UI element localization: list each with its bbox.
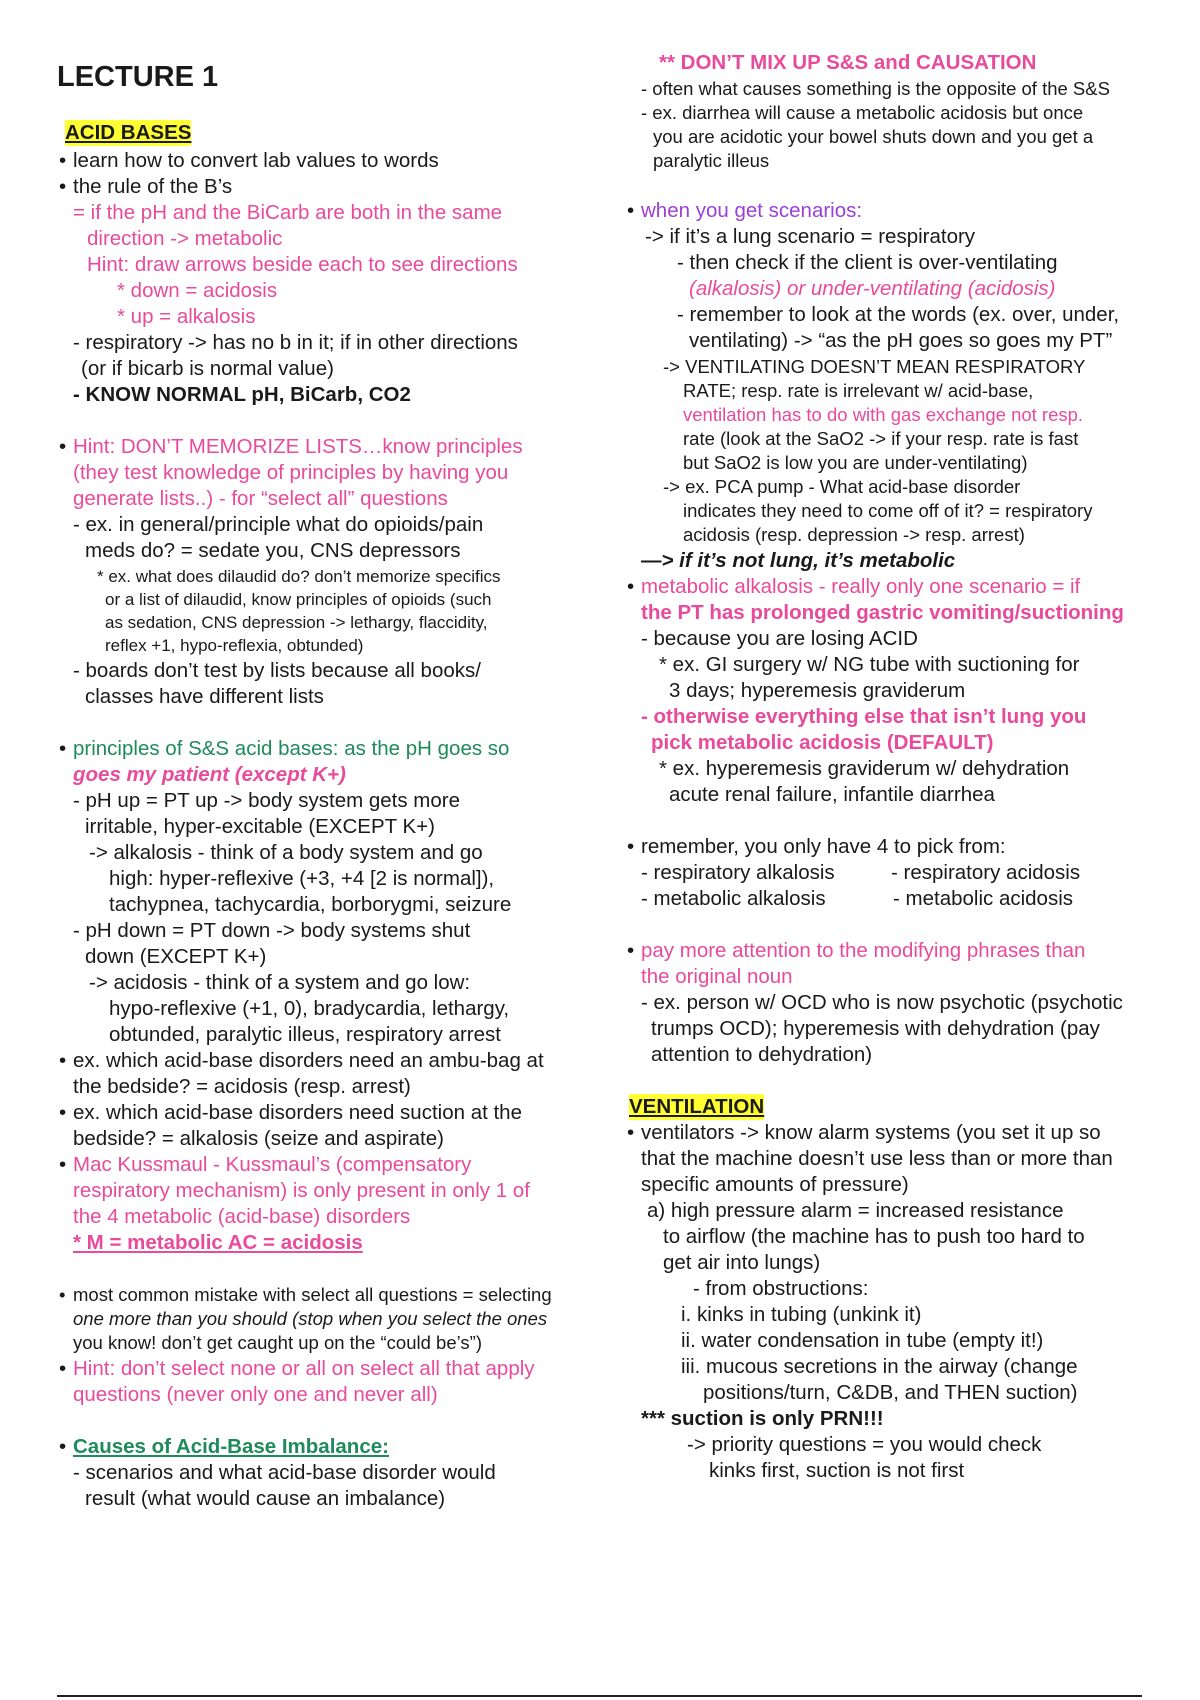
- note-line: [663, 354, 1085, 380]
- note-text: most common mistake with select all questions = selecting: [73, 1284, 552, 1305]
- note-text: -> alkalosis - think of a body system and go: [89, 841, 483, 864]
- note-text: * M = metabolic AC = acidosis: [73, 1231, 363, 1254]
- bullet-icon: •: [59, 1284, 66, 1305]
- note-text: ex. which acid-base disorders need an ambu-bag at: [73, 1049, 544, 1072]
- note-line: [629, 1094, 764, 1120]
- note-text: you know! don’t get caught up on the “could be’s”): [73, 1332, 482, 1353]
- note-text: 3 days; hyperemesis graviderum: [669, 679, 966, 702]
- note-line: [683, 450, 1028, 476]
- note-text: (they test knowledge of principles by having you: [73, 461, 509, 484]
- note-line: [59, 1152, 472, 1178]
- note-line: [703, 1380, 1077, 1406]
- note-text: ventilators -> know alarm systems (you set it up so: [641, 1121, 1101, 1144]
- note-text: indicates they need to come off of it? = respiratory: [683, 500, 1093, 521]
- note-line: [651, 1016, 1100, 1042]
- note-text: bedside? = alkalosis (seize and aspirate): [73, 1127, 444, 1150]
- note-line: [73, 918, 470, 944]
- note-text: high: hyper-reflexive (+3, +4 [2 is normal]),: [109, 867, 495, 890]
- bottom-divider: [57, 1695, 1142, 1697]
- note-line: [73, 658, 481, 684]
- note-text: Hint: DON’T MEMORIZE LISTS…know principles: [73, 435, 523, 458]
- note-text: —> if it’s not lung, it’s metabolic: [641, 549, 956, 572]
- bullet-icon: •: [59, 435, 67, 458]
- note-line: [677, 302, 1119, 328]
- note-line: [59, 1282, 552, 1308]
- note-line: [653, 148, 769, 174]
- note-text: the bedside? = acidosis (resp. arrest): [73, 1075, 411, 1098]
- note-line: [73, 200, 502, 226]
- note-text: - KNOW NORMAL pH, BiCarb, CO2: [73, 383, 411, 406]
- note-line: [59, 1100, 522, 1126]
- note-text: attention to dehydration): [651, 1043, 873, 1066]
- bullet-icon: •: [59, 1435, 67, 1458]
- note-text: one more than you should (stop when you select the ones: [73, 1308, 548, 1329]
- note-line: [85, 944, 266, 970]
- note-text: respiratory mechanism) is only present in only 1 of: [73, 1179, 530, 1202]
- note-line: [85, 1486, 445, 1512]
- note-line: [105, 633, 363, 659]
- note-line: [73, 1382, 438, 1408]
- note-text: -> priority questions = you would check: [687, 1433, 1042, 1456]
- note-line: [85, 814, 435, 840]
- note-line: [89, 970, 470, 996]
- note-text: - ex. diarrhea will cause a metabolic acidosis but once: [641, 102, 1084, 123]
- note-text: i. kinks in tubing (unkink it): [681, 1303, 922, 1326]
- note-line: [109, 996, 509, 1022]
- note-text: ventilation has to do with gas exchange not resp.: [683, 404, 1084, 425]
- note-text: ** DON’T MIX UP S&S and CAUSATION: [659, 51, 1037, 74]
- note-text: (alkalosis) or under-ventilating (acidosis): [689, 277, 1056, 300]
- note-text: Mac Kussmaul - Kussmaul’s (compensatory: [73, 1153, 472, 1176]
- note-text: metabolic alkalosis - really only one scenario = if: [641, 575, 1081, 598]
- note-line: [893, 886, 1073, 912]
- note-text: classes have different lists: [85, 685, 324, 708]
- note-line: [653, 124, 1093, 150]
- note-text: (or if bicarb is normal value): [81, 357, 334, 380]
- note-text: principles of S&S acid bases: as the pH goes so: [73, 737, 510, 760]
- note-text: * ex. what does dilaudid do? don’t memorize specifics: [97, 567, 501, 586]
- note-line: [59, 736, 510, 762]
- note-line: [641, 1146, 1113, 1172]
- note-text: paralytic illeus: [653, 150, 770, 171]
- note-line: [85, 684, 324, 710]
- note-line: [669, 678, 965, 704]
- note-line: [641, 1406, 884, 1432]
- note-text: Causes of Acid-Base Imbalance:: [73, 1435, 389, 1458]
- note-text: learn how to convert lab values to words: [73, 149, 439, 172]
- bullet-icon: •: [59, 1357, 67, 1380]
- note-text: pay more attention to the modifying phrases than: [641, 939, 1086, 962]
- note-text: -> if it’s a lung scenario = respiratory: [645, 225, 976, 248]
- note-line: [59, 148, 439, 174]
- note-line: [683, 522, 1025, 548]
- note-text: goes my patient (except K+): [73, 763, 346, 786]
- note-line: [659, 756, 1069, 782]
- note-text: positions/turn, C&DB, and THEN suction): [703, 1381, 1078, 1404]
- note-line: [641, 100, 1083, 126]
- note-line: [73, 382, 411, 408]
- note-line: [59, 1048, 544, 1074]
- note-line: [651, 730, 994, 756]
- note-line: [689, 276, 1056, 302]
- note-line: [59, 1434, 389, 1460]
- bullet-icon: •: [59, 1153, 67, 1176]
- bullet-icon: •: [627, 835, 635, 858]
- note-line: [73, 788, 460, 814]
- note-text: reflex +1, hypo-reflexia, obtunded): [105, 636, 364, 655]
- note-text: - metabolic acidosis: [893, 887, 1074, 910]
- note-text: direction -> metabolic: [87, 227, 283, 250]
- note-line: [73, 1074, 411, 1100]
- note-text: - often what causes something is the opposite of the S&S: [641, 78, 1110, 99]
- note-text: -> ex. PCA pump - What acid-base disorder: [663, 476, 1021, 497]
- note-text: trumps OCD); hyperemesis with dehydration (pay: [651, 1017, 1100, 1040]
- note-text: - remember to look at the words (ex. over, under,: [677, 303, 1120, 326]
- note-text: ACID BASES: [65, 121, 192, 144]
- note-text: -> acidosis - think of a system and go low:: [89, 971, 471, 994]
- note-text: - from obstructions:: [693, 1277, 869, 1300]
- note-line: [109, 866, 494, 892]
- note-line: [109, 892, 511, 918]
- note-text: kinks first, suction is not first: [709, 1459, 965, 1482]
- note-line: [87, 252, 518, 278]
- note-text: tachypnea, tachycardia, borborygmi, seizure: [109, 893, 512, 916]
- note-line: [73, 1178, 530, 1204]
- bullet-icon: •: [627, 575, 635, 598]
- note-text: the original noun: [641, 965, 793, 988]
- note-line: [73, 512, 483, 538]
- note-line: [65, 120, 191, 146]
- note-text: that the machine doesn’t use less than or more than: [641, 1147, 1113, 1170]
- note-line: [627, 834, 1006, 860]
- note-line: [663, 474, 1020, 500]
- note-line: [73, 762, 346, 788]
- note-text: - otherwise everything else that isn’t lung you: [641, 705, 1087, 728]
- note-text: - because you are losing ACID: [641, 627, 918, 650]
- note-text: Hint: don’t select none or all on select all that apply: [73, 1357, 535, 1380]
- note-line: [627, 198, 863, 224]
- note-line: [73, 1460, 496, 1486]
- note-text: get air into lungs): [663, 1251, 821, 1274]
- note-line: [73, 1204, 410, 1230]
- note-text: - respiratory alkalosis: [641, 861, 835, 884]
- note-line: [659, 652, 1079, 678]
- note-line: [641, 600, 1124, 626]
- note-text: obtunded, paralytic illeus, respiratory arrest: [109, 1023, 501, 1046]
- note-text: ventilating) -> “as the pH goes so goes my PT”: [689, 329, 1113, 352]
- note-line: [677, 250, 1058, 276]
- note-line: [59, 434, 523, 460]
- note-text: or a list of dilaudid, know principles of opioids (such: [105, 590, 492, 609]
- bullet-icon: •: [59, 1049, 67, 1072]
- note-text: Hint: draw arrows beside each to see directions: [87, 253, 518, 276]
- note-line: [663, 1224, 1085, 1250]
- bullet-icon: •: [59, 175, 67, 198]
- note-text: RATE; resp. rate is irrelevant w/ acid-base,: [683, 380, 1034, 401]
- note-text: - pH up = PT up -> body system gets more: [73, 789, 461, 812]
- note-text: ii. water condensation in tube (empty it!): [681, 1329, 1044, 1352]
- note-text: - metabolic alkalosis: [641, 887, 826, 910]
- note-text: generate lists..) - for “select all” questions: [73, 487, 448, 510]
- note-line: [683, 402, 1083, 428]
- note-line: [645, 224, 975, 250]
- note-line: [89, 840, 483, 866]
- note-line: [663, 1250, 820, 1276]
- note-line: [73, 1306, 547, 1332]
- note-text: -> VENTILATING DOESN’T MEAN RESPIRATORY: [663, 356, 1086, 377]
- note-line: [59, 174, 233, 200]
- note-line: [641, 1172, 909, 1198]
- note-line: [117, 278, 277, 304]
- note-line: [693, 1276, 868, 1302]
- note-text: - then check if the client is over-ventilating: [677, 251, 1058, 274]
- note-text: a) high pressure alarm = increased resistance: [647, 1199, 1064, 1222]
- note-line: [891, 860, 1080, 886]
- note-text: iii. mucous secretions in the airway (change: [681, 1355, 1078, 1378]
- note-line: [73, 1126, 444, 1152]
- bullet-icon: •: [627, 199, 635, 222]
- note-text: *** suction is only PRN!!!: [641, 1407, 884, 1430]
- note-text: - ex. person w/ OCD who is now psychotic (psychotic: [641, 991, 1123, 1014]
- note-text: when you get scenarios:: [641, 199, 863, 222]
- note-text: remember, you only have 4 to pick from:: [641, 835, 1006, 858]
- note-line: [81, 356, 334, 382]
- note-text: - scenarios and what acid-base disorder would: [73, 1461, 496, 1484]
- note-text: the rule of the B’s: [73, 175, 233, 198]
- note-line: [683, 498, 1092, 524]
- note-line: [641, 886, 826, 912]
- bullet-icon: •: [59, 1101, 67, 1124]
- note-text: the 4 metabolic (acid-base) disorders: [73, 1205, 411, 1228]
- note-line: [659, 50, 1036, 76]
- note-line: [73, 1230, 363, 1256]
- bullet-icon: •: [627, 939, 635, 962]
- note-line: [59, 1356, 535, 1382]
- note-text: hypo-reflexive (+1, 0), bradycardia, lethargy,: [109, 997, 510, 1020]
- note-text: meds do? = sedate you, CNS depressors: [85, 539, 461, 562]
- note-line: [627, 574, 1081, 600]
- note-line: [681, 1354, 1078, 1380]
- note-line: [641, 626, 918, 652]
- note-line: [641, 704, 1086, 730]
- note-line: [73, 460, 508, 486]
- note-text: - respiratory -> has no b in it; if in other directions: [73, 331, 518, 354]
- note-line: [669, 782, 995, 808]
- note-text: to airflow (the machine has to push too hard to: [663, 1225, 1085, 1248]
- note-text: - boards don’t test by lists because all books/: [73, 659, 481, 682]
- note-text: result (what would cause an imbalance): [85, 1487, 446, 1510]
- note-line: [709, 1458, 964, 1484]
- note-text: down (EXCEPT K+): [85, 945, 267, 968]
- note-line: [627, 1120, 1101, 1146]
- note-text: * ex. hyperemesis graviderum w/ dehydration: [659, 757, 1070, 780]
- note-line: [651, 1042, 872, 1068]
- note-text: rate (look at the SaO2 -> if your resp. rate is fast: [683, 428, 1079, 449]
- note-text: = if the pH and the BiCarb are both in the same: [73, 201, 503, 224]
- note-text: pick metabolic acidosis (DEFAULT): [651, 731, 994, 754]
- note-line: [641, 860, 835, 886]
- note-line: [87, 226, 282, 252]
- note-line: [683, 378, 1033, 404]
- note-line: [117, 304, 255, 330]
- note-line: [73, 330, 518, 356]
- note-text: as sedation, CNS depression -> lethargy, flaccidity,: [105, 613, 488, 632]
- note-text: specific amounts of pressure): [641, 1173, 909, 1196]
- note-text: irritable, hyper-excitable (EXCEPT K+): [85, 815, 435, 838]
- page-title: LECTURE 1: [57, 61, 219, 93]
- note-text: but SaO2 is low you are under-ventilating): [683, 452, 1028, 473]
- note-text: acidosis (resp. depression -> resp. arrest): [683, 524, 1025, 545]
- note-text: * up = alkalosis: [117, 305, 256, 328]
- note-text: VENTILATION: [629, 1095, 765, 1118]
- note-line: [85, 538, 460, 564]
- note-line: [687, 1432, 1041, 1458]
- bullet-icon: •: [59, 737, 67, 760]
- note-line: [73, 486, 448, 512]
- bullet-icon: •: [59, 149, 67, 172]
- note-text: questions (never only one and never all): [73, 1383, 438, 1406]
- note-line: [109, 1022, 501, 1048]
- note-text: * down = acidosis: [117, 279, 278, 302]
- note-line: [681, 1302, 921, 1328]
- note-text: * ex. GI surgery w/ NG tube with suctioning for: [659, 653, 1080, 676]
- note-line: [641, 990, 1123, 1016]
- note-line: [641, 548, 955, 574]
- note-line: [73, 1330, 482, 1356]
- note-text: you are acidotic your bowel shuts down and you get a: [653, 126, 1094, 147]
- note-line: [683, 426, 1078, 452]
- note-text: - respiratory acidosis: [891, 861, 1081, 884]
- note-text: ex. which acid-base disorders need suction at the: [73, 1101, 522, 1124]
- note-line: [647, 1198, 1063, 1224]
- note-line: [641, 76, 1110, 102]
- note-text: - pH down = PT down -> body systems shut: [73, 919, 471, 942]
- note-text: the PT has prolonged gastric vomiting/suctioning: [641, 601, 1124, 624]
- bullet-icon: •: [627, 1121, 635, 1144]
- note-line: [689, 328, 1112, 354]
- note-line: [627, 938, 1086, 964]
- note-text: - ex. in general/principle what do opioids/pain: [73, 513, 484, 536]
- note-line: [681, 1328, 1043, 1354]
- note-text: acute renal failure, infantile diarrhea: [669, 783, 995, 806]
- note-line: [641, 964, 793, 990]
